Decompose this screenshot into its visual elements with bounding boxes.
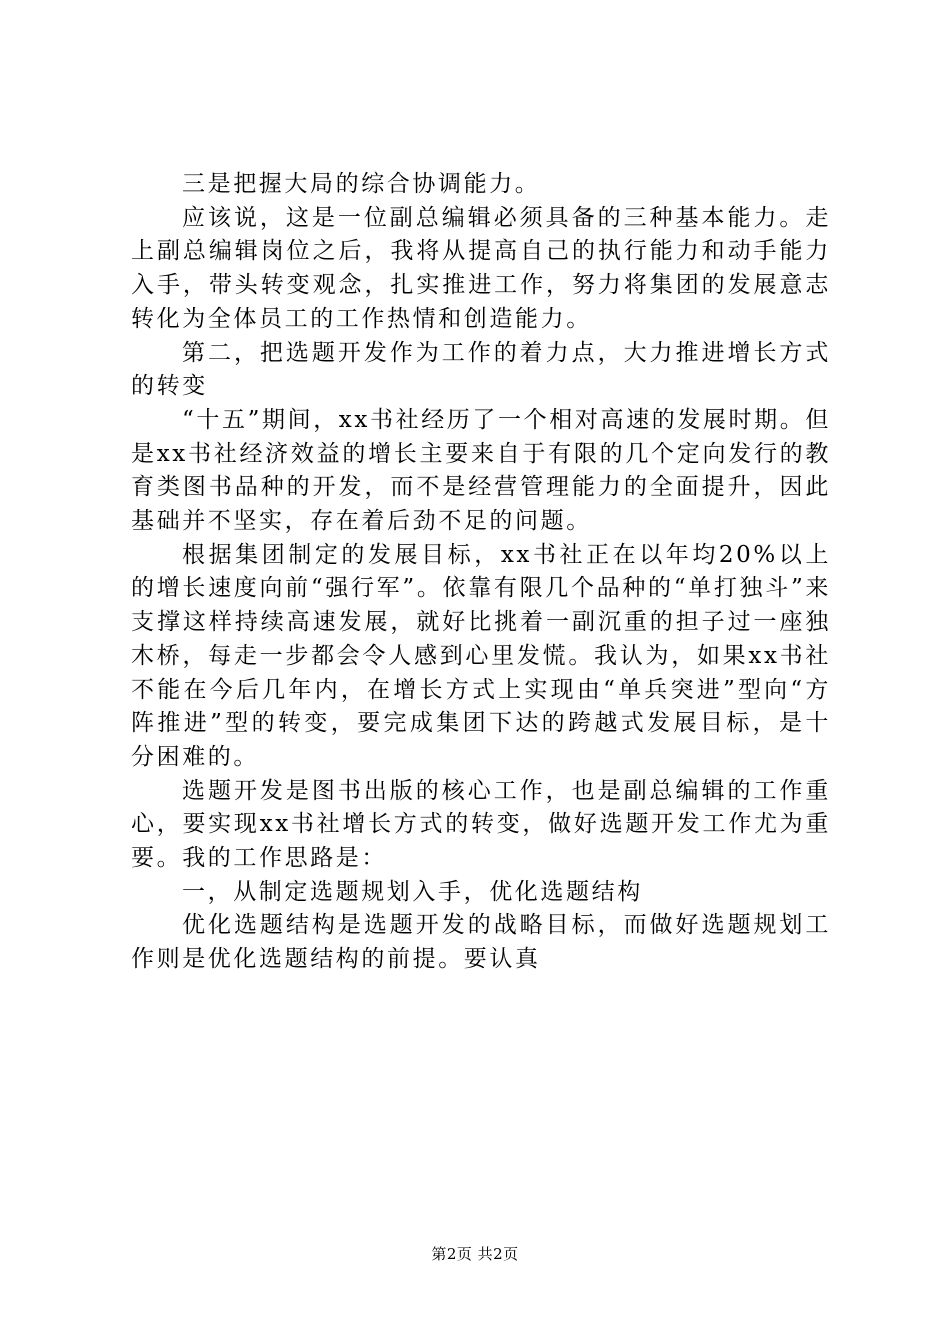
document-body bbox=[131, 168, 831, 977]
paragraph-4: “十五”期间，xx书社经历了一个相对高速的发展时期。但是xx书社经济效益的增长主要来自于有限的几个定向发行的教育类图书品种的开发，而不是经营管理能力的全面提升，因此基础并不坚实，存在着后劲不足的问题。 bbox=[131, 406, 831, 535]
paragraph-1: 三是把握大局的综合协调能力。 bbox=[182, 171, 541, 197]
paragraph-3-heading: 第二，把选题开发作为工作的着力点，大力推进增长方式的转变 bbox=[131, 339, 831, 400]
paragraph-2: 应该说，这是一位副总编辑必须具备的三种基本能力。走上副总编辑岗位之后，我将从提高自己的执行能力和动手能力入手，带头转变观念，扎实推进工作，努力将集团的发展意志转化为全体员工的工作热情和创造能力。 bbox=[131, 204, 831, 332]
page-footer: 第2页 共2页 bbox=[431, 1245, 519, 1263]
paragraph-7-subheading: 一，从制定选题规划入手，优化选题结构 bbox=[182, 878, 643, 905]
paragraph-5: 根据集团制定的发展目标，xx书社正在以年均20%以上的增长速度向前“强行军”。依靠有限几个品种的“单打独斗”来支撑这样持续高速发展，就好比挑着一副沉重的担子过一座独木桥，每走一步都会令人感到心里发慌。我认为，如果xx书社不能在今后几年内，在增长方式上实现由“单兵突进”型向“方阵推进”型的转变，要完成集团下达的跨越式发展目标，是十分困难的。 bbox=[131, 541, 831, 770]
paragraph-8: 优化选题结构是选题开发的战略目标，而做好选题规划工作则是优化选题结构的前提。要认真 bbox=[131, 912, 831, 973]
paragraph-6: 选题开发是图书出版的核心工作，也是副总编辑的工作重心，要实现xx书社增长方式的转变，做好选题开发工作尤为重要。我的工作思路是： bbox=[131, 777, 831, 872]
